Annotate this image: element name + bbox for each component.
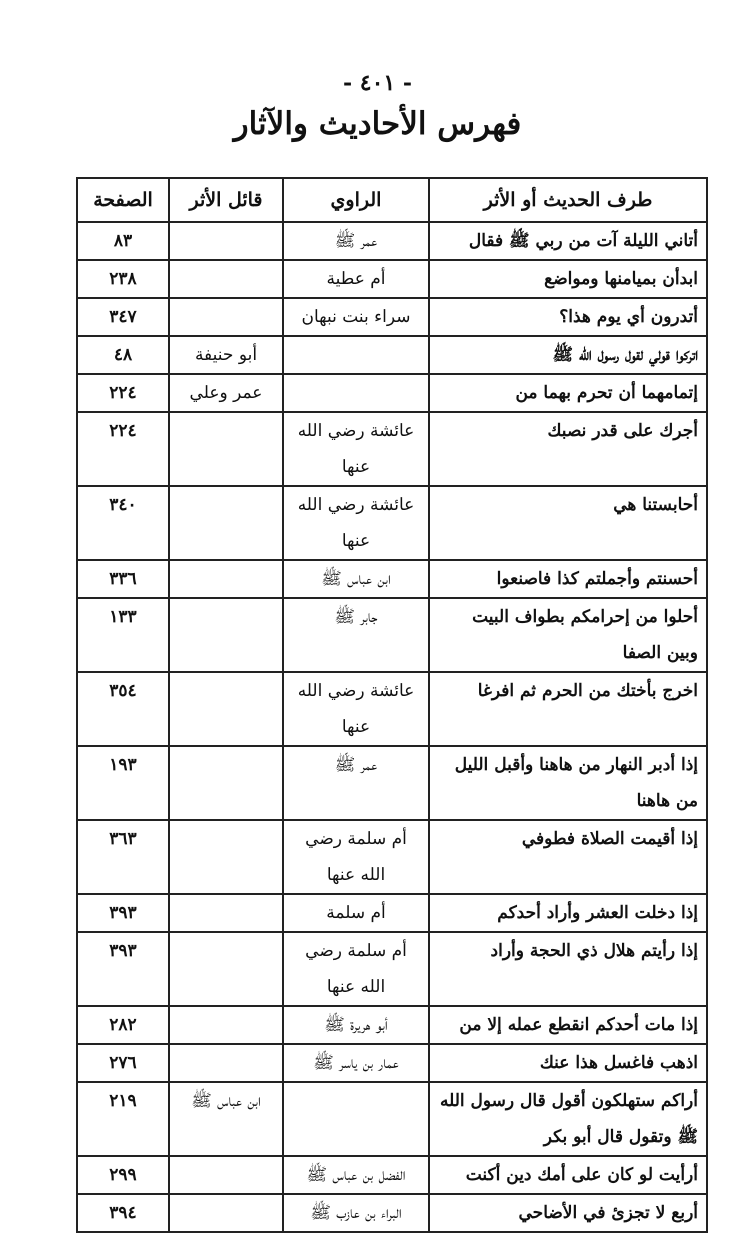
page-cell: ٣٩٣ — [77, 894, 169, 932]
narrator-cell: جابر ﷺ — [283, 598, 429, 672]
hadith-cell: أتاني الليلة آت من ربي ﷺ فقال — [429, 222, 707, 260]
table-row — [77, 298, 707, 336]
narrator-cell: عمار بن ياسر ﷺ — [283, 1044, 429, 1082]
sayer-cell: عمر وعلي — [169, 374, 283, 412]
page-title: فهرس الأحاديث والآثار — [233, 106, 522, 142]
sayer-cell: أبو حنيفة — [169, 336, 283, 374]
hadith-cell: اذهب فاغسل هذا عنك — [429, 1044, 707, 1082]
hadith-cell: اتركوا قولي لقول رسول الله ﷺ — [429, 336, 707, 374]
sayer-cell — [169, 1006, 283, 1044]
hadith-cell: إذا أقيمت الصلاة فطوفي — [429, 820, 707, 894]
page-cell: ٢٢٤ — [77, 374, 169, 412]
hadith-index-table — [76, 177, 708, 1233]
header-sayer: قائل الأثر — [169, 178, 283, 222]
sayer-cell — [169, 260, 283, 298]
table-row — [77, 746, 707, 820]
table-row — [77, 672, 707, 746]
table-row — [77, 560, 707, 598]
narrator-cell: أبو هريرة ﷺ — [283, 1006, 429, 1044]
table-row — [77, 1194, 707, 1232]
page-cell: ٣٣٦ — [77, 560, 169, 598]
narrator-cell: أم سلمة — [283, 894, 429, 932]
sayer-cell — [169, 298, 283, 336]
page-cell: ٢٧٦ — [77, 1044, 169, 1082]
sayer-cell — [169, 820, 283, 894]
sayer-cell — [169, 1194, 283, 1232]
narrator-cell — [283, 374, 429, 412]
hadith-cell: اخرج بأختك من الحرم ثم افرغا — [429, 672, 707, 746]
sayer-cell: ابن عباس ﷺ — [169, 1082, 283, 1156]
sayer-cell — [169, 598, 283, 672]
table-header-row — [77, 178, 707, 222]
hadith-cell: أتدرون أي يوم هذا؟ — [429, 298, 707, 336]
sayer-cell — [169, 1156, 283, 1194]
sayer-cell — [169, 672, 283, 746]
narrator-cell: عمر ﷺ — [283, 222, 429, 260]
sayer-cell — [169, 1044, 283, 1082]
sayer-cell — [169, 894, 283, 932]
table-row — [77, 260, 707, 298]
table-row — [77, 222, 707, 260]
hadith-cell: أرأيت لو كان على أمك دين أكنت — [429, 1156, 707, 1194]
table-row — [77, 412, 707, 486]
hadith-cell: إذا دخلت العشر وأراد أحدكم — [429, 894, 707, 932]
page-cell: ٣٩٤ — [77, 1194, 169, 1232]
sayer-cell — [169, 560, 283, 598]
header-page: الصفحة — [77, 178, 169, 222]
table-row — [77, 932, 707, 1006]
sayer-cell — [169, 412, 283, 486]
narrator-cell: البراء بن عازب ﷺ — [283, 1194, 429, 1232]
page-cell: ٢١٩ — [77, 1082, 169, 1156]
table-row — [77, 374, 707, 412]
narrator-cell: الفضل بن عباس ﷺ — [283, 1156, 429, 1194]
page-cell: ٨٣ — [77, 222, 169, 260]
table-row — [77, 894, 707, 932]
hadith-cell: أحلوا من إحرامكم بطواف البيت وبين الصفا — [429, 598, 707, 672]
table-row — [77, 820, 707, 894]
narrator-cell: عمر ﷺ — [283, 746, 429, 820]
narrator-cell: عائشة رضي الله عنها — [283, 412, 429, 486]
sayer-cell — [169, 746, 283, 820]
narrator-cell: أم سلمة رضي الله عنها — [283, 820, 429, 894]
page-cell: ٣٩٣ — [77, 932, 169, 1006]
narrator-cell — [283, 1082, 429, 1156]
narrator-cell: ابن عباس ﷺ — [283, 560, 429, 598]
hadith-cell: إذا مات أحدكم انقطع عمله إلا من — [429, 1006, 707, 1044]
narrator-cell — [283, 336, 429, 374]
page-cell: ٣٤٠ — [77, 486, 169, 560]
narrator-cell: سراء بنت نبهان — [283, 298, 429, 336]
sayer-cell — [169, 222, 283, 260]
sayer-cell — [169, 486, 283, 560]
page-cell: ٢٢٤ — [77, 412, 169, 486]
table-row — [77, 1044, 707, 1082]
hadith-cell: أراكم ستهلكون أقول قال رسول الله ﷺ وتقول قال أبو بكر — [429, 1082, 707, 1156]
page-cell: ١٩٣ — [77, 746, 169, 820]
page-cell: ٤٨ — [77, 336, 169, 374]
hadith-cell: أجرك على قدر نصبك — [429, 412, 707, 486]
narrator-cell: أم سلمة رضي الله عنها — [283, 932, 429, 1006]
narrator-cell: عائشة رضي الله عنها — [283, 672, 429, 746]
page-cell: ٣٤٧ — [77, 298, 169, 336]
hadith-cell: إذا رأيتم هلال ذي الحجة وأراد — [429, 932, 707, 1006]
page-cell: ٣٥٤ — [77, 672, 169, 746]
table-row — [77, 336, 707, 374]
page-cell: ٢٣٨ — [77, 260, 169, 298]
table-row — [77, 1082, 707, 1156]
page-cell: ٢٩٩ — [77, 1156, 169, 1194]
table-row — [77, 1156, 707, 1194]
narrator-cell: أم عطية — [283, 260, 429, 298]
hadith-cell: أحابستنا هي — [429, 486, 707, 560]
page-number: - ٤٠١ - — [342, 70, 413, 96]
page-cell: ٣٦٣ — [77, 820, 169, 894]
table-row — [77, 598, 707, 672]
page-cell: ٢٨٢ — [77, 1006, 169, 1044]
table-row — [77, 486, 707, 560]
header-hadith: طرف الحديث أو الأثر — [429, 178, 707, 222]
hadith-cell: ابدأن بميامنها ومواضع — [429, 260, 707, 298]
sayer-cell — [169, 932, 283, 1006]
header-narrator: الراوي — [283, 178, 429, 222]
hadith-cell: إذا أدبر النهار من هاهنا وأقبل الليل من هاهنا — [429, 746, 707, 820]
table-row — [77, 1006, 707, 1044]
narrator-cell: عائشة رضي الله عنها — [283, 486, 429, 560]
hadith-cell: أربع لا تجزئ في الأضاحي — [429, 1194, 707, 1232]
hadith-cell: أحسنتم وأجملتم كذا فاصنعوا — [429, 560, 707, 598]
hadith-cell: إتمامهما أن تحرم بهما من — [429, 374, 707, 412]
page-cell: ١٣٣ — [77, 598, 169, 672]
